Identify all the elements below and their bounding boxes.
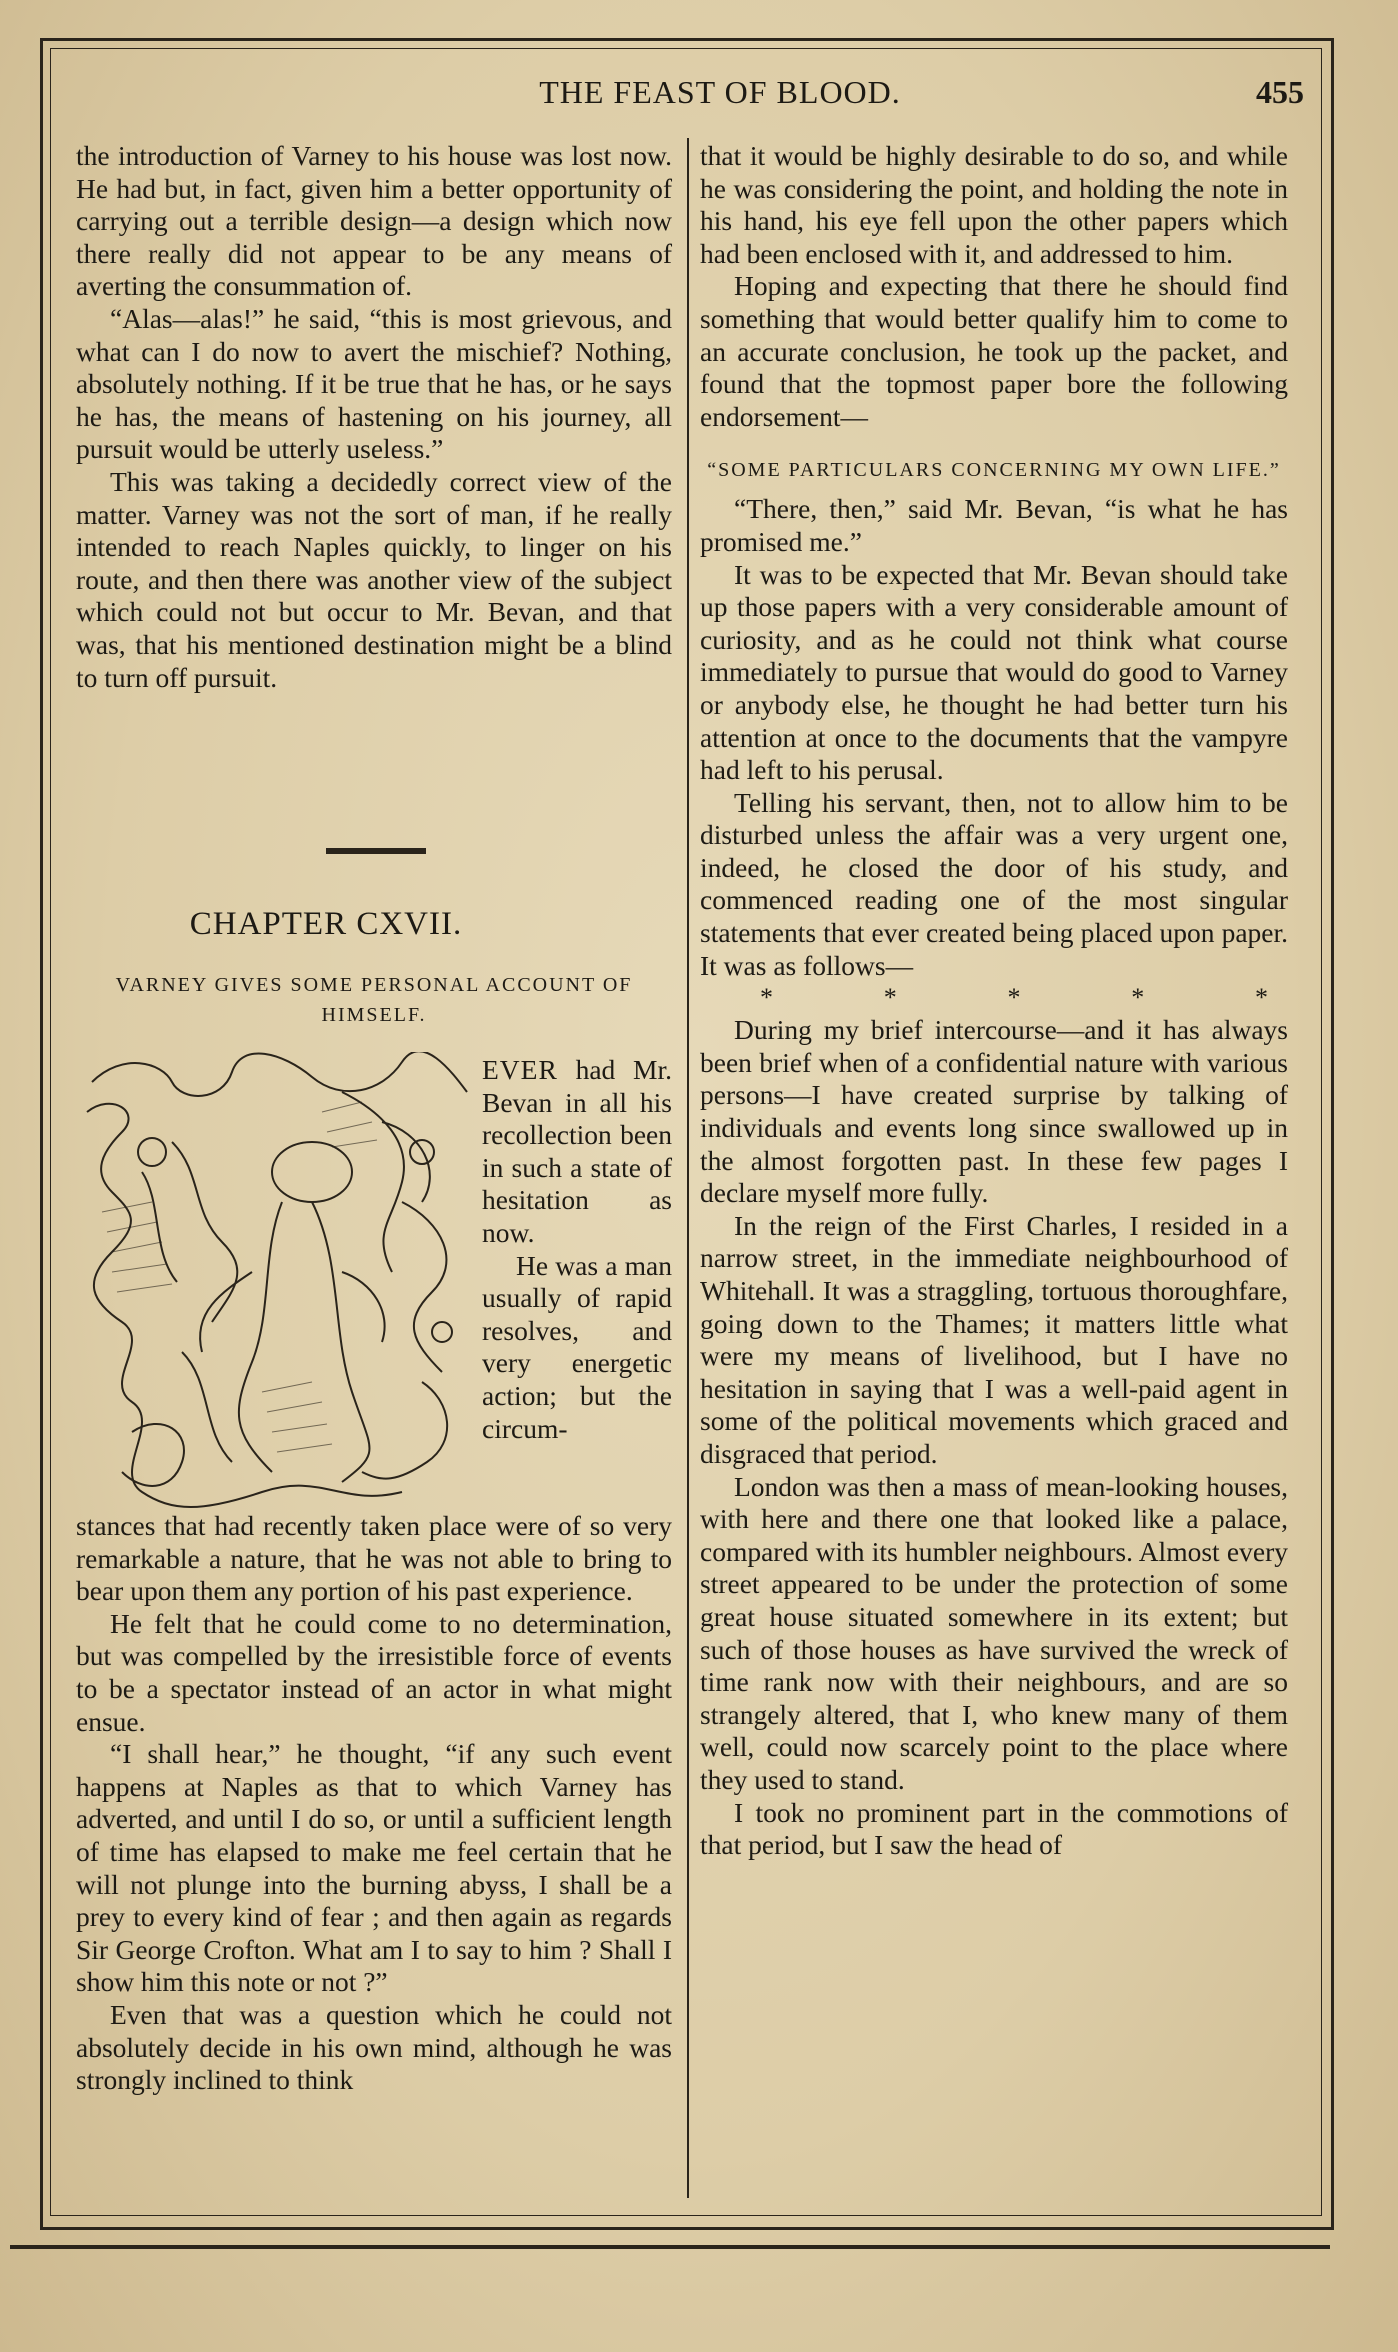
paragraph: Telling his servant, then, not to allow him to be disturbed unless the affair was a very urgent one, indeed, he closed the door of his study, and commenced reading one of the most singular statements that ever created being placed upon paper. It was as follows— — [700, 786, 1288, 981]
chapter-subtitle: VARNEY GIVES SOME PERSONAL ACCOUNT OF HIMSELF. — [115, 974, 633, 1026]
asterism — [700, 982, 1288, 1014]
page-header — [60, 72, 1304, 122]
bottom-rule — [10, 2245, 1330, 2249]
chapter-title: CHAPTER CXVII. — [189, 906, 463, 942]
paragraph — [482, 1054, 672, 1250]
left-column-top — [76, 140, 672, 694]
paragraph: During my brief intercourse—and it has always been brief when of a confidential nature with various persons—I have created surprise by talking of individuals and events long since swallowed up in the almost forgotten past. In these few pages I declare myself more fully. — [700, 1014, 1288, 1209]
paragraph: He felt that he could come to no determination, but was compelled by the irresistible force of events to be a spectator instead of an actor in what might ensue. — [76, 1607, 672, 1737]
page-number: 455 — [1256, 74, 1304, 110]
paragraph: London was then a mass of mean-looking houses, with here and there one that looked like a palace, compared with its humbler neighbours. Almost every street appeared to be under the protection of some great house situated somewhere in its extent; but such of those houses as have survived the wreck of time rank now with their neighbours, and are so strangely altered, that I, who knew many of them well, could now scarcely point to the place where they used to stand. — [700, 1470, 1288, 1795]
paragraph: I took no prominent part in the commotions of that period, but I saw the head of — [700, 1796, 1288, 1861]
left-column-bottom — [76, 1510, 672, 2097]
paragraph: In the reign of the First Charles, I resided in a narrow street, in the immediate neighbourhood of Whitehall. It was a straggling, tortuous thoroughfare, going down to the Thames; it matters little what were my means of livelihood, but I have no hesitation in saying that I was a well-paid agent in some of the political movements which graced and disgraced that period. — [700, 1209, 1288, 1469]
paragraph: the introduction of Varney to his house was lost now. He had but, in fact, given him a better opportunity of carrying out a terrible design—a design which now there really did not appear to be any means of averting the consummation of. — [76, 140, 672, 302]
right-column — [700, 140, 1288, 1862]
paragraph: “I shall hear,” he thought, “if any such event happens at Naples as that to which Varney has adverted, and until I do so, or until a sufficient length of time has elapsed to make me feel certain that he will not plunge into the burning abyss, I shall be a prey to every kind of fear ; and then again as regards Sir George Crofton. What am I to say to him ? Shall I show him this note or not ?” — [76, 1738, 672, 1998]
dropcap-text-column — [482, 1054, 672, 1445]
paragraph: “Alas—alas!” he said, “this is most grievous, and what can I do now to avert the mischief? Nothing, absolutely nothing. If it be true that he has, or he says he has, the means of hastening on his journey, all pursuit would be utterly useless.” — [76, 302, 672, 465]
star: * — [760, 983, 773, 1013]
section-heading: “SOME PARTICULARS CONCERNING MY OWN LIFE.” — [707, 459, 1281, 482]
star: * — [1007, 983, 1021, 1013]
paragraph: “There, then,” said Mr. Bevan, “is what he has promised me.” — [700, 493, 1288, 557]
paragraph: Hoping and expecting that there he should find something that would better qualify him to come to an accurate conclusion, he took up the packet, and found that the topmost paper bore the following endorsement— — [700, 270, 1288, 432]
engraved-initial-illustration — [82, 1052, 474, 1516]
running-title: THE FEAST OF BLOOD. — [539, 74, 901, 110]
dropcap-first-word: EVER — [482, 1054, 558, 1085]
star: * — [1255, 983, 1268, 1013]
section-separator — [326, 848, 426, 854]
paragraph: stances that had recently taken place were of so very remarkable a nature, that he was not able to bring to bear upon them any portion of his past experience. — [76, 1510, 672, 1607]
paragraph: that it would be highly desirable to do so, and while he was considering the point, and holding the note in his hand, his eye fell upon the other papers which had been enclosed with it, and addressed to him. — [700, 140, 1288, 269]
paragraph-text: had Mr. Bevan in all his recollection been in such a state of hesitation as now. — [482, 1054, 672, 1248]
star: * — [1131, 983, 1145, 1013]
star: * — [883, 983, 897, 1013]
column-divider — [687, 138, 689, 2198]
paragraph: This was taking a decidedly correct view of the matter. Varney was not the sort of man, if he really intended to reach Naples quickly, to linger on his route, and then there was another view of the subject which could not but occur to Mr. Bevan, and that was, that his mentioned destination might be a blind to turn off pursuit. — [76, 465, 672, 693]
paragraph: Even that was a question which he could not absolutely decide in his own mind, although he was strongly inclined to think — [76, 1998, 672, 2096]
paragraph: He was a man usually of rapid resolves, and very energetic action; but the circum- — [482, 1249, 672, 1444]
paragraph: It was to be expected that Mr. Bevan should take up those papers with a very considerable amount of curiosity, and as he could not think what course immediately to pursue that would do good to Varney or anybody else, he thought he had better turn his attention at once to the documents that the vampyre had left to his perusal. — [700, 558, 1288, 786]
